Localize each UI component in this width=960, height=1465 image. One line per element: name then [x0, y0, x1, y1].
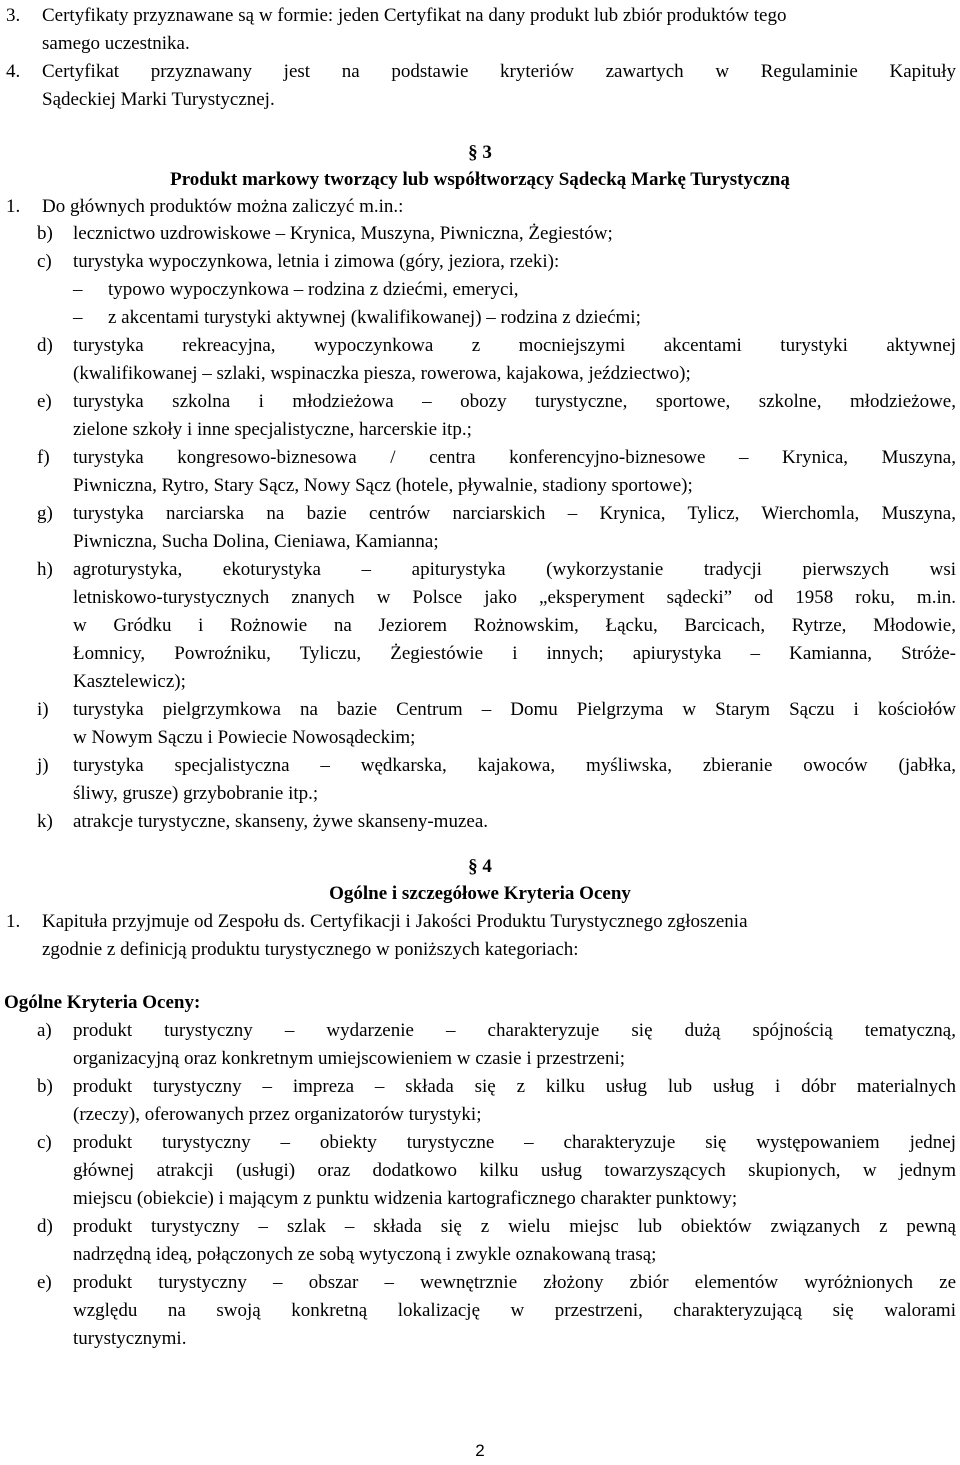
item-text: typowo wypoczynkowa – rodzina z dziećmi, emeryci,: [108, 279, 519, 300]
item-text: produkt turystyczny – wydarzenie – charakteryzuje się dużą spójnością tematyczną,: [73, 1020, 956, 1041]
item-label: c): [37, 251, 52, 272]
item-label: k): [37, 811, 53, 832]
item-text: letniskowo-turystycznych znanych w Polsce jako „eksperyment sądecki” od 1958 roku, m.in.: [73, 587, 956, 608]
section-mark: § 3: [468, 142, 492, 163]
list-number: 3.: [6, 5, 21, 26]
item-label: e): [37, 391, 52, 412]
item-label: b): [37, 1076, 53, 1097]
item-text: turystyka pielgrzymkowa na bazie Centrum – Domu Pielgrzyma w Starym Sączu i kościołów: [73, 699, 956, 720]
section-mark: § 4: [468, 856, 492, 877]
item-text: turystyka szkolna i młodzieżowa – obozy turystyczne, sportowe, szkolne, młodzieżowe,: [73, 391, 956, 412]
item-text: nadrzędną ideą, połączonych ze sobą wytyczoną i zwykle oznakowaną trasą;: [73, 1244, 657, 1265]
list-item-text: Certyfikat przyznawany jest na podstawie kryteriów zawartych w Regulaminie Kapituły: [42, 61, 956, 82]
item-label: c): [37, 1132, 52, 1153]
item-text: Kasztelewicz);: [73, 671, 186, 692]
item-text: w Nowym Sączu i Powiecie Nowosądeckim;: [73, 727, 416, 748]
item-text: turystyka wypoczynkowa, letnia i zimowa (góry, jeziora, rzeki):: [73, 251, 560, 272]
item-text: z akcentami turystyki aktywnej (kwalifikowanej) – rodzina z dziećmi;: [108, 307, 641, 328]
list-number: 1.: [6, 911, 21, 932]
item-label: b): [37, 223, 53, 244]
item-text: Piwniczna, Sucha Dolina, Cieniawa, Kamianna;: [73, 531, 439, 552]
item-text: turystyka kongresowo-biznesowa / centra konferencyjno-biznesowe – Krynica, Muszyna,: [73, 447, 956, 468]
item-text: turystycznymi.: [73, 1328, 187, 1349]
item-text: atrakcje turystyczne, skanseny, żywe skanseny-muzea.: [73, 811, 489, 832]
item-label: f): [37, 447, 50, 468]
item-label: d): [37, 1216, 53, 1237]
list-number: 1.: [6, 196, 21, 217]
item-label: j): [37, 755, 49, 776]
item-label: h): [37, 559, 53, 580]
item-text: lecznictwo uzdrowiskowe – Krynica, Muszyna, Piwniczna, Żegiestów;: [73, 223, 613, 244]
section-title: Ogólne i szczegółowe Kryteria Oceny: [329, 883, 631, 904]
section-title: Produkt markowy tworzący lub współtworzący Sądecką Markę Turystyczną: [170, 169, 790, 190]
item-text: Łomnicy, Powroźniku, Tyliczu, Żegiestówie i innych; apiurystyka – Kamianna, Stróże-: [73, 643, 956, 664]
item-text: turystyka specjalistyczna – wędkarska, kajakowa, myśliwska, zbieranie owoców (jabłka,: [73, 755, 956, 776]
item-text: turystyka narciarska na bazie centrów narciarskich – Krynica, Tylicz, Wierchomla, Muszyna,: [73, 503, 956, 524]
criteria-heading: Ogólne Kryteria Oceny:: [4, 992, 201, 1013]
item-text: zielone szkoły i inne specjalistyczne, harcerskie itp.;: [73, 419, 472, 440]
item-text: względu na swoją konkretną lokalizację w przestrzeni, charakteryzującą się walorami: [73, 1300, 956, 1321]
item-text: organizacyjną oraz konkretnym umiejscowieniem w czasie i przestrzeni;: [73, 1048, 626, 1069]
list-number: 4.: [6, 61, 21, 82]
item-text: śliwy, grusze) grzybobranie itp.;: [73, 783, 319, 804]
item-text: produkt turystyczny – obszar – wewnętrznie złożony zbiór elementów wyróżnionych ze: [73, 1272, 956, 1293]
section-intro: Do głównych produktów można zaliczyć m.in.:: [42, 196, 404, 217]
item-text: agroturystyka, ekoturystyka – apiturystyka (wykorzystanie tradycji pierwszych wsi: [73, 559, 956, 580]
item-text: miejscu (obiekcie) i mającym z punktu widzenia kartograficznego charakter punktowy;: [73, 1188, 738, 1209]
item-text: produkt turystyczny – impreza – składa się z kilku usług lub usług i dóbr materialnych: [73, 1076, 956, 1097]
item-label: i): [37, 699, 49, 720]
item-label: a): [37, 1020, 52, 1041]
list-item-text: Sądeckiej Marki Turystycznej.: [42, 89, 275, 110]
dash-bullet: –: [73, 307, 83, 328]
item-label: e): [37, 1272, 52, 1293]
item-text: produkt turystyczny – obiekty turystyczne – charakteryzuje się występowaniem jednej: [73, 1132, 956, 1153]
item-label: d): [37, 335, 53, 356]
item-text: w Gródku i Rożnowie na Jeziorem Rożnowskim, Łącku, Barcicach, Rytrze, Młodowie,: [73, 615, 956, 636]
item-text: Piwniczna, Rytro, Stary Sącz, Nowy Sącz (hotele, pływalnie, stadiony sportowe);: [73, 475, 693, 496]
item-text: (kwalifikowanej – szlaki, wspinaczka piesza, rowerowa, kajakowa, jeździectwo);: [73, 363, 691, 384]
list-item-text: Certyfikaty przyznawane są w formie: jeden Certyfikat na dany produkt lub zbiór produktów tego: [42, 5, 787, 26]
item-text: produkt turystyczny – szlak – składa się z wielu miejsc lub obiektów związanych z pewną: [73, 1216, 956, 1237]
item-text: (rzeczy), oferowanych przez organizatorów turystyki;: [73, 1104, 482, 1125]
list-item-text: samego uczestnika.: [42, 33, 190, 54]
section-intro: zgodnie z definicją produktu turystycznego w poniższych kategoriach:: [42, 939, 579, 960]
dash-bullet: –: [73, 279, 83, 300]
page-number: 2: [475, 1441, 485, 1460]
item-text: turystyka rekreacyjna, wypoczynkowa z mocniejszymi akcentami turystyki aktywnej: [73, 335, 956, 356]
section-intro: Kapituła przyjmuje od Zespołu ds. Certyfikacji i Jakości Produktu Turystycznego zgłoszenia: [42, 911, 748, 932]
item-text: głównej atrakcji (usługi) oraz dodatkowo kilku usług towarzyszących skupionych, w jednym: [73, 1160, 956, 1181]
item-label: g): [37, 503, 53, 524]
